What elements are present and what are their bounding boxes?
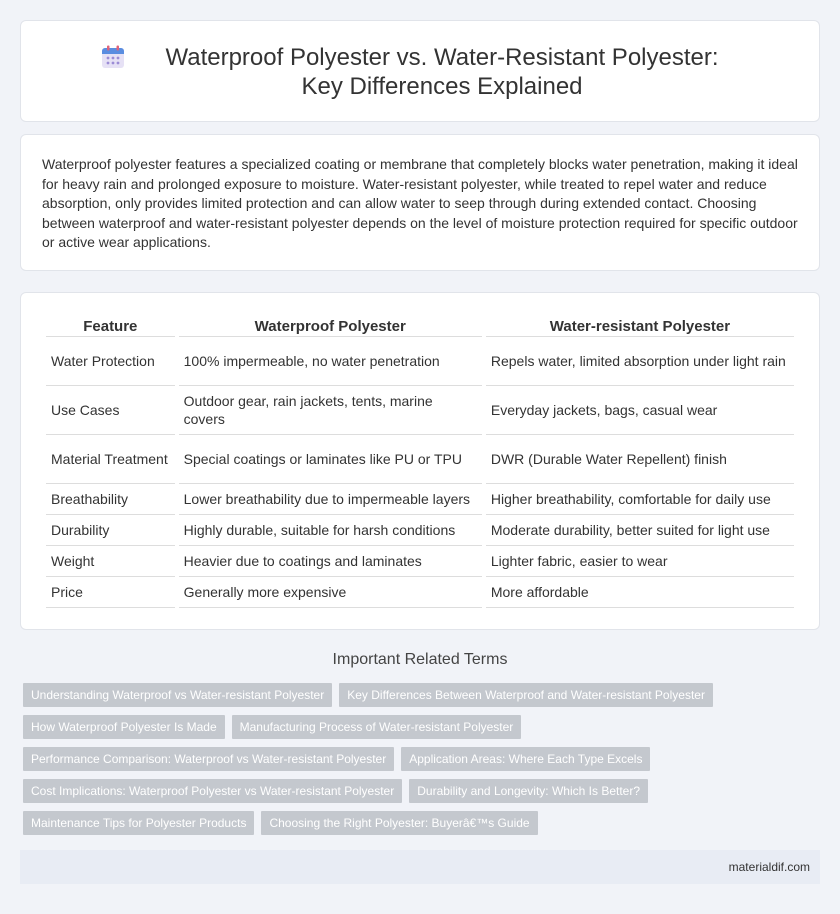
table-row: [46, 515, 794, 546]
tag-row: [23, 747, 823, 771]
header-card: [20, 20, 820, 122]
feature-cell: Price: [46, 577, 175, 608]
related-term-link[interactable]: Cost Implications: Waterproof Polyester vs Water-resistant Polyester: [23, 779, 402, 803]
table-header-row: [46, 315, 794, 337]
water-resistant-cell: DWR (Durable Water Repellent) finish: [486, 435, 794, 484]
water-resistant-cell: Everyday jackets, bags, casual wear: [486, 386, 794, 435]
table-row: [46, 435, 794, 484]
comparison-table-card: [20, 292, 820, 630]
related-term-link[interactable]: Application Areas: Where Each Type Excels: [401, 747, 650, 771]
water-resistant-cell: Repels water, limited absorption under light rain: [486, 337, 794, 386]
related-term-link[interactable]: Durability and Longevity: Which Is Better?: [409, 779, 648, 803]
intro-card: [20, 134, 820, 271]
related-term-link[interactable]: Understanding Waterproof vs Water-resistant Polyester: [23, 683, 332, 707]
calendar-icon: [100, 44, 126, 70]
table-row: [46, 546, 794, 577]
related-term-link[interactable]: Choosing the Right Polyester: Buyerâ€™s Guide: [261, 811, 537, 835]
tag-row: [23, 715, 823, 739]
header-water-resistant: Water-resistant Polyester: [486, 315, 794, 337]
page-title: Waterproof Polyester vs. Water-Resistant Polyester: Key Differences Explained: [165, 44, 719, 100]
waterproof-cell: Highly durable, suitable for harsh conditions: [179, 515, 482, 546]
related-term-link[interactable]: Manufacturing Process of Water-resistant Polyester: [232, 715, 522, 739]
header-waterproof: Waterproof Polyester: [179, 315, 482, 337]
related-terms-title: Important Related Terms: [332, 651, 508, 668]
related-term-link[interactable]: Maintenance Tips for Polyester Products: [23, 811, 254, 835]
feature-cell: Weight: [46, 546, 175, 577]
table-row: [46, 337, 794, 386]
tag-row: [23, 683, 823, 707]
related-term-link[interactable]: Key Differences Between Waterproof and Water-resistant Polyester: [339, 683, 713, 707]
water-resistant-cell: Higher breathability, comfortable for daily use: [486, 484, 794, 515]
footer-site-link[interactable]: materialdif.com: [728, 860, 810, 874]
footer: [20, 850, 820, 884]
water-resistant-cell: Moderate durability, better suited for light use: [486, 515, 794, 546]
feature-cell: Material Treatment: [46, 435, 175, 484]
table-row: [46, 577, 794, 608]
feature-cell: Durability: [46, 515, 175, 546]
waterproof-cell: Heavier due to coatings and laminates: [179, 546, 482, 577]
table-row: [46, 386, 794, 435]
feature-cell: Use Cases: [46, 386, 175, 435]
water-resistant-cell: More affordable: [486, 577, 794, 608]
waterproof-cell: Lower breathability due to impermeable layers: [179, 484, 482, 515]
header-feature: Feature: [46, 315, 175, 337]
comparison-table: [42, 315, 798, 608]
tag-row: [23, 811, 823, 835]
waterproof-cell: Outdoor gear, rain jackets, tents, marine covers: [179, 386, 482, 435]
related-term-link[interactable]: How Waterproof Polyester Is Made: [23, 715, 225, 739]
waterproof-cell: 100% impermeable, no water penetration: [179, 337, 482, 386]
intro-paragraph: Waterproof polyester features a specialized coating or membrane that completely blocks water penetration, making it ideal for heavy rain and prolonged exposure to moisture. Water-resistant polyester, while treated to repel water and reduce absorption, only provides limited protection and can allow water to seep through during extended contact. Choosing between waterproof and water-resistant polyester depends on the level of moisture protection required for specific outdoor or active wear applications.: [42, 156, 798, 250]
related-terms-tags: [23, 683, 823, 843]
feature-cell: Breathability: [46, 484, 175, 515]
waterproof-cell: Special coatings or laminates like PU or TPU: [179, 435, 482, 484]
table-row: [46, 484, 794, 515]
water-resistant-cell: Lighter fabric, easier to wear: [486, 546, 794, 577]
tag-row: [23, 779, 823, 803]
feature-cell: Water Protection: [46, 337, 175, 386]
waterproof-cell: Generally more expensive: [179, 577, 482, 608]
title-row: [21, 21, 821, 123]
related-term-link[interactable]: Performance Comparison: Waterproof vs Water-resistant Polyester: [23, 747, 394, 771]
